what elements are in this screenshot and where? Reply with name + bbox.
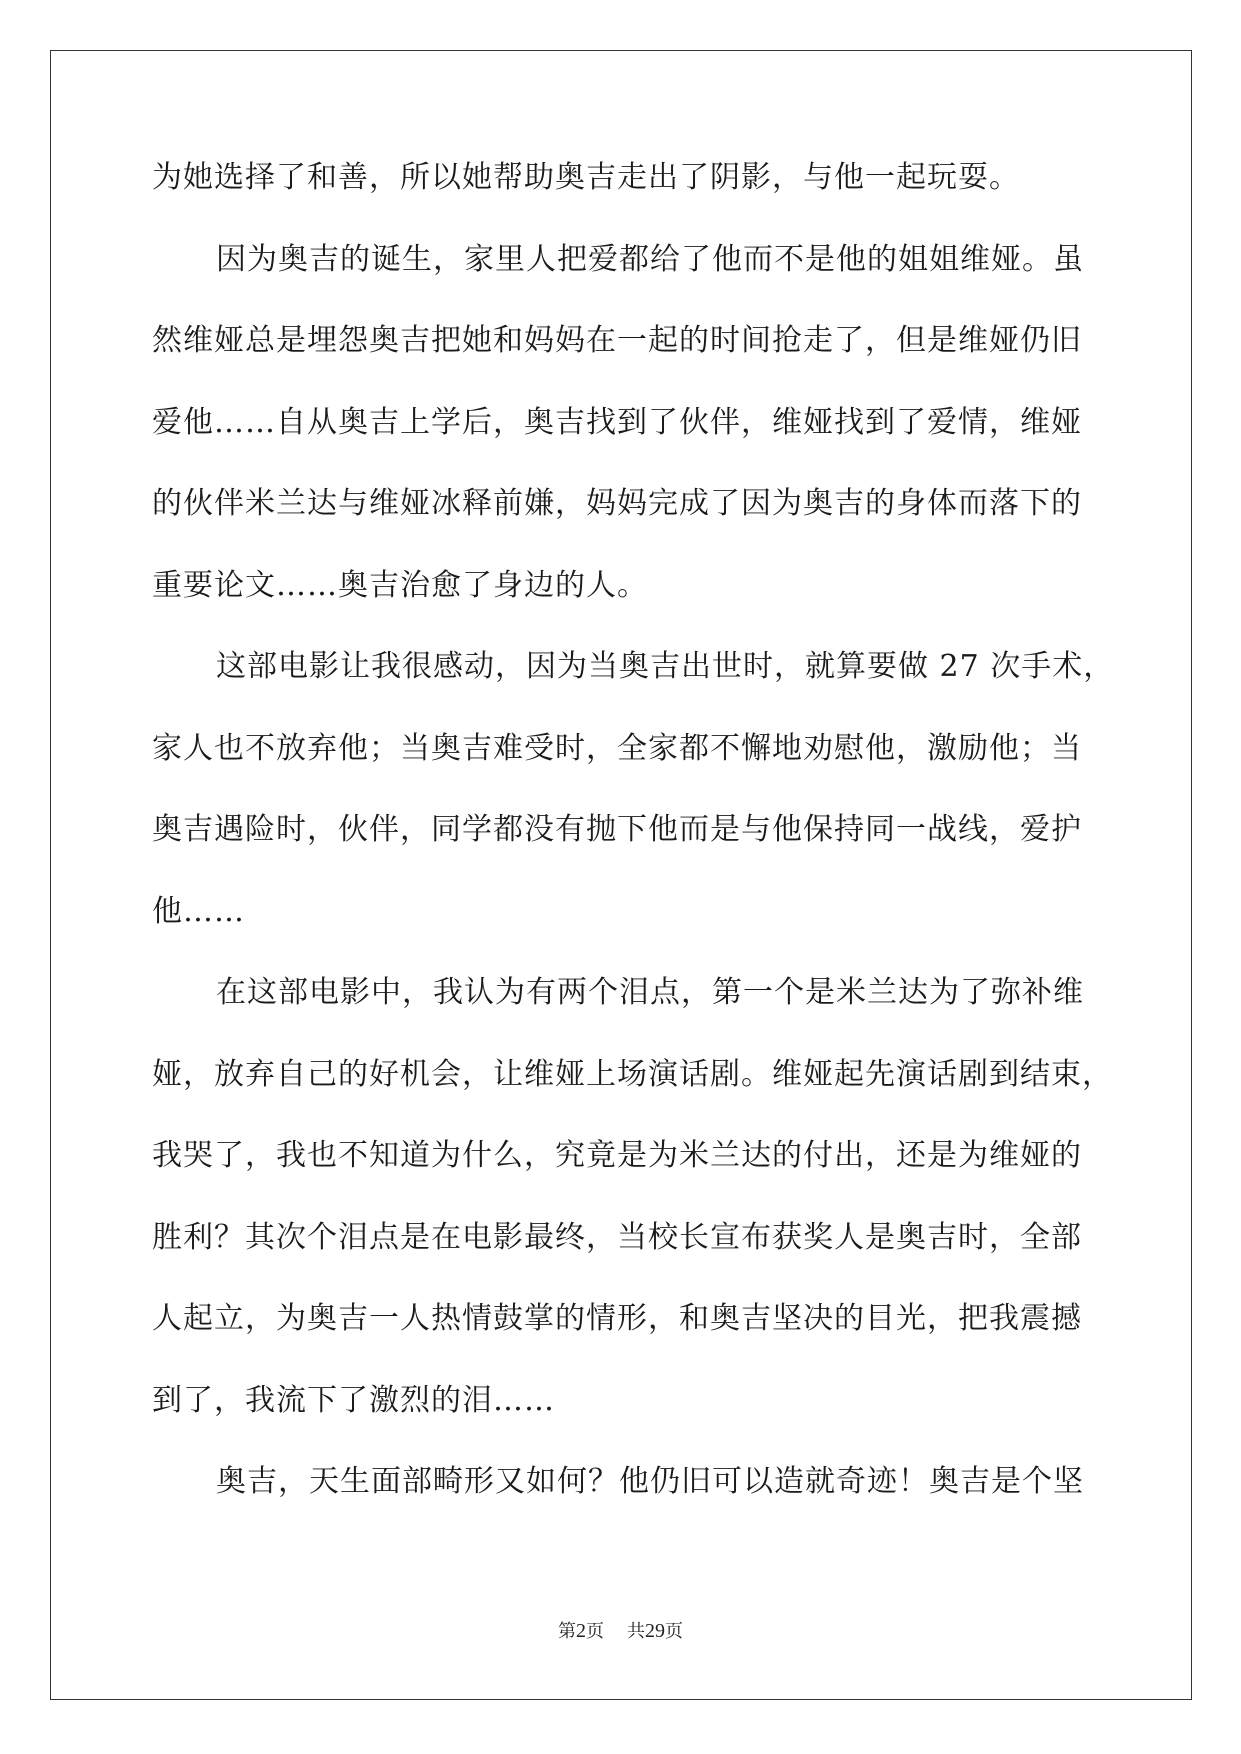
- text-line: 为她选择了和善，所以她帮助奥吉走出了阴影，与他一起玩耍。: [152, 160, 1020, 195]
- text-line: 到了，我流下了激烈的泪……: [152, 1382, 555, 1418]
- total-pages: 29: [644, 1620, 665, 1642]
- text-line: 胜利？其次个泪点是在电影最终，当校长宣布获奖人是奥吉时，全部: [152, 1219, 1082, 1255]
- paragraph-start-line: 因为奥吉的诞生，家里人把爱都给了他而不是他的姐姐维娅。虽: [216, 241, 1084, 277]
- text-line: 人起立，为奥吉一人热情鼓掌的情形，和奥吉坚决的目光，把我震撼: [152, 1301, 1082, 1336]
- text-line: 家人也不放弃他；当奥吉难受时，全家都不懈地劝慰他，激励他；当: [152, 730, 1082, 766]
- page-number: 2: [576, 1620, 587, 1642]
- document-body: [152, 158, 1115, 1544]
- text-line: 重要论文……奥吉治愈了身边的人。: [152, 567, 648, 603]
- text-line: 然维娅总是埋怨奥吉把她和妈妈在一起的时间抢走了，但是维娅仍旧: [152, 323, 1082, 358]
- paragraph-start-line: 在这部电影中，我认为有两个泪点，第一个是米兰达为了弥补维: [216, 975, 1084, 1010]
- page-number-suffix: 页: [586, 1621, 605, 1642]
- total-pages-prefix: 共: [626, 1621, 645, 1642]
- total-pages-suffix: 页: [664, 1621, 683, 1642]
- text-line: 我哭了，我也不知道为什么，究竟是为米兰达的付出，还是为维娅的: [152, 1138, 1082, 1173]
- text-line: 奥吉遇险时，伙伴，同学都没有抛下他而是与他保持同一战线，爱护: [152, 812, 1082, 847]
- text-line: 娅，放弃自己的好机会，让维娅上场演话剧。维娅起先演话剧到结束，: [152, 1056, 1113, 1092]
- text-line: 他……: [152, 893, 245, 929]
- page-number-prefix: 第: [558, 1621, 577, 1642]
- text-line: 的伙伴米兰达与维娅冰释前嫌，妈妈完成了因为奥吉的身体而落下的: [152, 486, 1082, 521]
- text-line: 爱他……自从奥吉上学后，奥吉找到了伙伴，维娅找到了爱情，维娅: [152, 404, 1082, 440]
- paragraph-start-line: 这部电影让我很感动，因为当奥吉出世时，就算要做 27 次手术，: [216, 649, 1115, 684]
- paragraph-start-line: 奥吉，天生面部畸形又如何？他仍旧可以造就奇迹！奥吉是个坚: [216, 1464, 1084, 1499]
- page-footer: [0, 1619, 1241, 1644]
